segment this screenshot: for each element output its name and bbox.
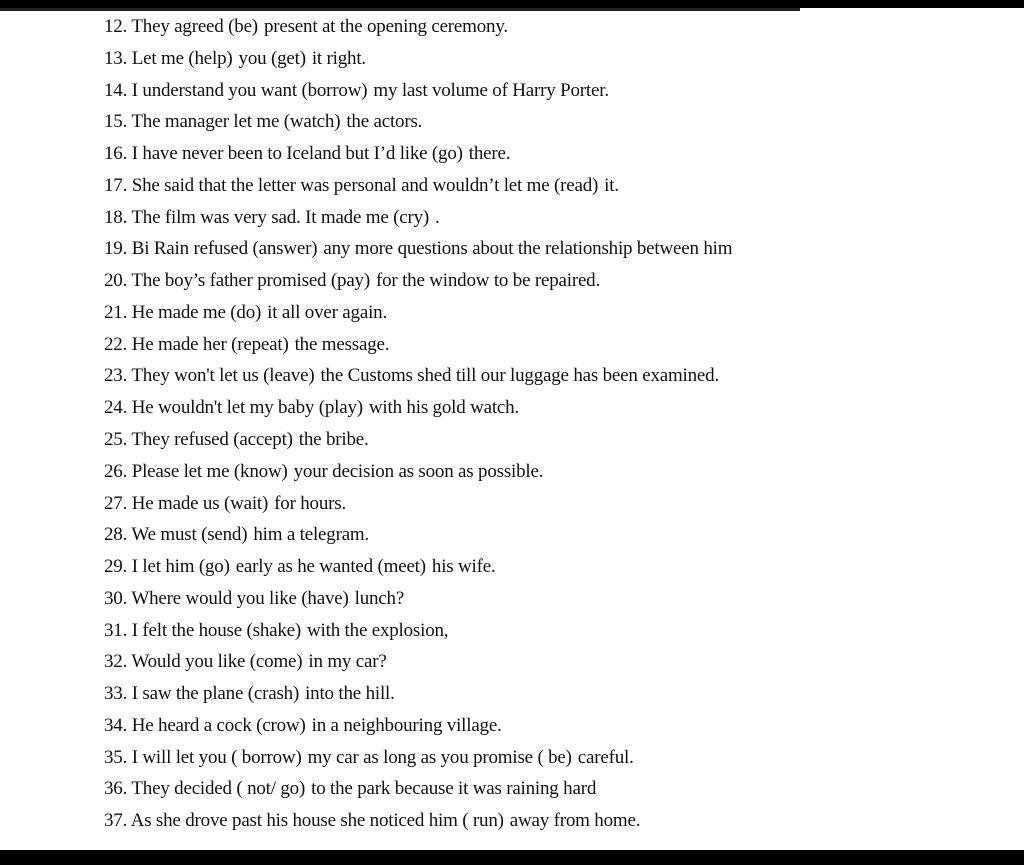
item-text: Let me (help) <box>131 47 233 69</box>
exercise-item <box>104 429 369 451</box>
exercise-item <box>104 334 389 356</box>
item-text: your decision as soon as possible. <box>293 460 544 482</box>
exercise-item <box>104 207 440 229</box>
item-text: They agreed (be) <box>131 16 258 37</box>
exercise-item <box>104 270 600 292</box>
item-text: the Customs shed till our luggage has been examined. <box>320 365 720 387</box>
item-number: 34. <box>104 714 128 736</box>
item-number: 27. <box>104 492 128 514</box>
item-number: 13. <box>104 47 128 69</box>
item-text: The manager let me (watch) <box>131 111 341 133</box>
exercise-item <box>104 747 634 769</box>
item-text: He heard a cock (crow) <box>131 714 306 736</box>
item-text: He made her (repeat) <box>131 333 289 355</box>
item-number: 15. <box>104 111 128 133</box>
item-text: with his gold watch. <box>368 397 520 419</box>
item-number: 21. <box>104 301 128 323</box>
item-text: his wife. <box>431 556 496 578</box>
item-text: Please let me (know) <box>131 460 288 482</box>
exercise-item <box>104 524 369 546</box>
item-text: I understand you want (borrow) <box>131 79 368 101</box>
item-number: 32. <box>104 651 128 673</box>
item-text: He wouldn't let my baby (play) <box>131 397 363 419</box>
item-text: it. <box>604 174 619 196</box>
item-text: my last volume of Harry Porter. <box>373 79 609 101</box>
item-number: 31. <box>104 619 128 641</box>
item-text: He made us (wait) <box>131 492 269 514</box>
item-text: with the explosion, <box>307 619 449 641</box>
item-number: 36. <box>104 778 128 800</box>
item-number: 26. <box>104 460 128 482</box>
item-text: I will let you ( borrow) <box>131 746 302 768</box>
exercise-item <box>104 397 519 419</box>
item-text: lunch? <box>354 587 405 609</box>
exercise-item <box>104 778 596 800</box>
item-number: 25. <box>104 429 128 450</box>
item-text: Where would you like (have) <box>131 587 349 609</box>
item-text: for the window to be repaired. <box>376 270 601 292</box>
item-number: 30. <box>104 587 128 609</box>
item-text: to the park because it was raining hard <box>311 778 597 800</box>
item-number: 16. <box>104 143 128 165</box>
item-text: She said that the letter was personal and wouldn’t let me (read) <box>131 174 599 196</box>
item-text: any more questions about the relationship between him <box>323 238 733 260</box>
worksheet-page <box>0 8 1024 850</box>
item-text: They won't let us (leave) <box>131 365 315 387</box>
exercise-item <box>104 810 640 832</box>
item-text: the message. <box>294 333 390 355</box>
exercise-item <box>104 588 404 610</box>
item-number: 22. <box>104 333 128 355</box>
exercise-item <box>104 16 508 38</box>
item-text: The film was very sad. It made me (cry) <box>131 206 430 228</box>
top-edge-line <box>0 8 800 11</box>
item-text: careful. <box>577 746 634 768</box>
item-number: 37. <box>104 810 128 832</box>
item-text: my car as long as you promise ( be) <box>307 746 572 768</box>
item-text: early as he wanted (meet) <box>235 556 426 578</box>
item-number: 18. <box>104 206 128 228</box>
item-number: 14. <box>104 79 128 101</box>
exercise-item <box>104 715 502 737</box>
item-text: We must (send) <box>131 524 248 546</box>
item-text: Would you like (come) <box>131 651 303 673</box>
exercise-item <box>104 365 719 387</box>
item-text: away from home. <box>509 810 641 832</box>
item-text: Bi Rain refused (answer) <box>131 238 318 260</box>
item-text: there. <box>468 143 511 165</box>
item-number: 17. <box>104 174 128 196</box>
exercise-item <box>104 175 619 197</box>
exercise-item <box>104 493 346 515</box>
item-text: the bribe. <box>298 429 369 450</box>
item-number: 19. <box>104 238 128 260</box>
item-text: I felt the house (shake) <box>131 619 302 641</box>
item-number: 29. <box>104 556 128 578</box>
item-number: 24. <box>104 397 128 419</box>
item-text: . <box>435 206 440 228</box>
exercise-item <box>104 683 395 705</box>
item-text: the actors. <box>346 111 423 133</box>
item-text: The boy’s father promised (pay) <box>131 270 370 292</box>
item-text: him a telegram. <box>253 524 370 546</box>
item-text: They refused (accept) <box>131 429 293 450</box>
exercise-item <box>104 620 448 642</box>
exercise-item <box>104 302 387 324</box>
exercise-item <box>104 111 422 133</box>
item-number: 35. <box>104 746 128 768</box>
item-text: you (get) <box>238 47 306 69</box>
item-text: it all over again. <box>267 301 387 323</box>
exercise-item <box>104 238 732 260</box>
item-text: They decided ( not/ go) <box>131 778 306 800</box>
item-number: 28. <box>104 524 128 546</box>
item-text: He made me (do) <box>131 301 262 323</box>
exercise-item <box>104 461 543 483</box>
item-number: 33. <box>104 683 128 705</box>
exercise-item <box>104 143 510 165</box>
exercise-item <box>104 556 496 578</box>
item-text: it right. <box>311 47 366 69</box>
item-text: As she drove past his house she noticed him ( run) <box>130 810 504 832</box>
item-text: in a neighbouring village. <box>311 714 502 736</box>
item-text: I let him (go) <box>131 556 230 578</box>
item-text: into the hill. <box>305 683 395 705</box>
item-number: 20. <box>104 270 128 292</box>
item-text: for hours. <box>274 492 347 514</box>
exercise-item <box>104 80 609 102</box>
exercise-item <box>104 651 387 673</box>
item-text: I saw the plane (crash) <box>131 683 300 705</box>
item-text: I have never been to Iceland but I’d like (go) <box>131 143 463 165</box>
item-number: 12. <box>104 16 128 37</box>
item-text: in my car? <box>308 651 387 673</box>
exercise-item <box>104 48 366 70</box>
item-text: present at the opening ceremony. <box>263 16 508 37</box>
item-number: 23. <box>104 365 128 387</box>
